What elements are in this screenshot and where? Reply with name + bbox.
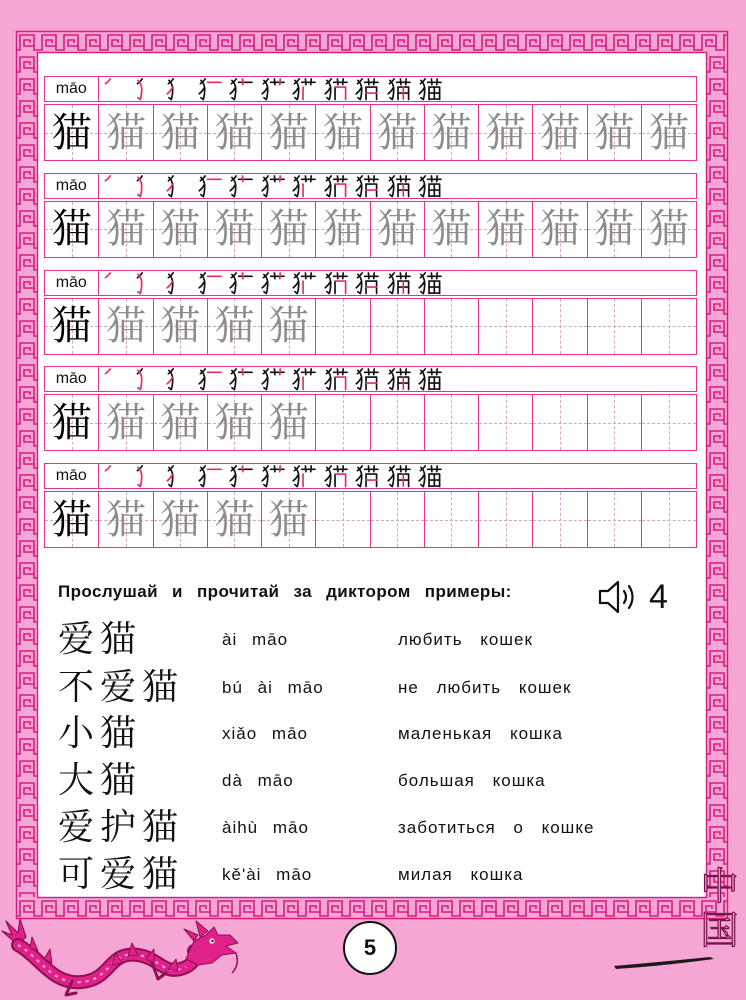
traced-character: 猫	[377, 109, 418, 156]
pinyin-label: māo	[45, 367, 99, 391]
traced-character: 猫	[268, 303, 309, 349]
corner-title: 中国	[694, 866, 738, 954]
stroke-order-step-2	[135, 367, 167, 391]
traced-character: 猫	[648, 109, 689, 156]
traced-character-cell	[154, 105, 208, 160]
traced-character-cell	[533, 105, 587, 160]
example-pinyin: kě'ài māo	[222, 865, 313, 884]
writing-grid	[44, 104, 697, 161]
traced-character-cell	[262, 492, 316, 547]
stroke-order-step-7	[292, 367, 324, 391]
traced-character-cell	[208, 202, 262, 257]
example-hanzi: 可爱猫	[58, 854, 185, 895]
pinyin-label: māo	[45, 271, 99, 295]
traced-character-cell	[154, 492, 208, 547]
example-pinyin: bú ài māo	[222, 678, 324, 697]
stroke-order-step-8	[324, 464, 356, 488]
traced-character: 猫	[594, 109, 635, 156]
traced-character-cell	[425, 202, 479, 257]
empty-practice-cell	[533, 492, 587, 547]
example-translation: большая кошка	[398, 771, 546, 790]
stroke-order-step-3	[166, 464, 198, 488]
stroke-order-step-5	[229, 77, 261, 101]
traced-character: 猫	[268, 206, 309, 253]
stroke-order-step-10	[387, 464, 419, 488]
empty-practice-cell	[588, 299, 642, 354]
traced-character: 猫	[594, 206, 635, 253]
stroke-order-step-3	[166, 77, 198, 101]
traced-character-cell	[208, 395, 262, 450]
stroke-order-steps	[103, 271, 450, 295]
example-row	[0, 852, 746, 898]
stroke-order-step-2	[135, 271, 167, 295]
empty-practice-cell	[533, 299, 587, 354]
empty-practice-cell	[479, 299, 533, 354]
stroke-order-step-8	[324, 271, 356, 295]
stroke-order-step-1	[103, 271, 135, 295]
stroke-order-step-11	[418, 271, 450, 295]
traced-character-cell	[642, 105, 696, 160]
model-character-cell	[45, 395, 99, 450]
stroke-order-step-11	[418, 367, 450, 391]
traced-character-cell	[371, 202, 425, 257]
stroke-order-step-11	[418, 174, 450, 198]
traced-character-cell	[588, 202, 642, 257]
traced-character-cell	[262, 395, 316, 450]
example-translation: маленькая кошка	[398, 724, 563, 743]
traced-character: 猫	[105, 399, 146, 446]
traced-character: 猫	[485, 206, 526, 253]
stroke-order-step-5	[229, 174, 261, 198]
stroke-order-step-9	[355, 464, 387, 488]
traced-character: 猫	[105, 109, 146, 156]
stroke-order-step-7	[292, 464, 324, 488]
practice-row	[44, 76, 698, 162]
empty-practice-cell	[479, 395, 533, 450]
stroke-order-step-10	[387, 367, 419, 391]
traced-character-cell	[262, 299, 316, 354]
empty-practice-cell	[642, 492, 696, 547]
traced-character: 猫	[214, 109, 255, 156]
empty-practice-cell	[588, 395, 642, 450]
practice-row	[44, 366, 698, 452]
traced-character-cell	[99, 202, 153, 257]
stroke-order-strip	[44, 76, 697, 102]
stroke-order-step-6	[261, 271, 293, 295]
model-character: 猫	[51, 496, 92, 543]
stroke-order-step-4	[198, 77, 230, 101]
stroke-order-step-9	[355, 271, 387, 295]
model-character: 猫	[51, 109, 92, 156]
writing-grid	[44, 298, 697, 355]
empty-practice-cell	[588, 492, 642, 547]
empty-practice-cell	[371, 395, 425, 450]
stroke-order-steps	[103, 77, 450, 101]
stroke-order-step-11	[418, 77, 450, 101]
model-character-cell	[45, 492, 99, 547]
traced-character: 猫	[648, 206, 689, 253]
stroke-order-step-5	[229, 271, 261, 295]
model-character: 猫	[51, 399, 92, 446]
traced-character: 猫	[485, 109, 526, 156]
traced-character: 猫	[322, 206, 363, 253]
stroke-order-step-7	[292, 174, 324, 198]
practice-row	[44, 270, 698, 356]
traced-character-cell	[479, 202, 533, 257]
stroke-order-strip	[44, 366, 697, 392]
model-character-cell	[45, 202, 99, 257]
traced-character: 猫	[377, 206, 418, 253]
stroke-order-step-1	[103, 464, 135, 488]
writing-grid	[44, 491, 697, 548]
traced-character-cell	[262, 105, 316, 160]
example-pinyin: xiǎo māo	[222, 724, 308, 743]
traced-character: 猫	[268, 109, 309, 156]
traced-character: 猫	[214, 496, 255, 543]
stroke-order-step-9	[355, 77, 387, 101]
stroke-order-step-1	[103, 367, 135, 391]
model-character-cell	[45, 105, 99, 160]
traced-character-cell	[99, 395, 153, 450]
stroke-order-step-5	[229, 367, 261, 391]
traced-character-cell	[154, 202, 208, 257]
page-number: 5	[343, 921, 397, 975]
traced-character-cell	[642, 202, 696, 257]
empty-practice-cell	[425, 492, 479, 547]
traced-character-cell	[533, 202, 587, 257]
stroke-order-step-8	[324, 77, 356, 101]
writing-grid	[44, 201, 697, 258]
stroke-order-step-2	[135, 174, 167, 198]
stroke-order-step-10	[387, 174, 419, 198]
example-hanzi: 爱猫	[58, 619, 143, 660]
traced-character-cell	[479, 105, 533, 160]
traced-character: 猫	[268, 399, 309, 446]
traced-character: 猫	[214, 206, 255, 253]
empty-practice-cell	[642, 299, 696, 354]
traced-character: 猫	[268, 496, 309, 543]
stroke-order-step-6	[261, 464, 293, 488]
example-translation: милая кошка	[398, 865, 524, 884]
stroke-order-strip	[44, 463, 697, 489]
traced-character: 猫	[160, 496, 201, 543]
empty-practice-cell	[316, 492, 370, 547]
traced-character-cell	[99, 299, 153, 354]
pinyin-label: māo	[45, 77, 99, 101]
traced-character-cell	[371, 105, 425, 160]
model-character-cell	[45, 299, 99, 354]
empty-practice-cell	[642, 395, 696, 450]
example-translation: заботиться о кошке	[398, 818, 595, 837]
traced-character-cell	[208, 492, 262, 547]
stroke-order-step-4	[198, 464, 230, 488]
brush-stroke-icon	[610, 950, 720, 974]
example-row	[0, 758, 746, 804]
traced-character-cell	[99, 105, 153, 160]
empty-practice-cell	[316, 299, 370, 354]
traced-character-cell	[588, 105, 642, 160]
stroke-order-step-10	[387, 77, 419, 101]
traced-character-cell	[316, 202, 370, 257]
example-pinyin: àihù māo	[222, 818, 309, 837]
empty-practice-cell	[425, 395, 479, 450]
audio-track-number: 4	[649, 578, 668, 616]
stroke-order-step-1	[103, 174, 135, 198]
stroke-order-steps	[103, 367, 450, 391]
stroke-order-step-3	[166, 271, 198, 295]
traced-character-cell	[208, 105, 262, 160]
stroke-order-step-9	[355, 367, 387, 391]
example-translation: любить кошек	[398, 630, 533, 649]
example-hanzi: 不爱猫	[58, 667, 185, 708]
stroke-order-step-8	[324, 367, 356, 391]
stroke-order-step-2	[135, 77, 167, 101]
traced-character: 猫	[431, 109, 472, 156]
example-row	[0, 665, 746, 711]
stroke-order-step-11	[418, 464, 450, 488]
stroke-order-step-5	[229, 464, 261, 488]
stroke-order-step-8	[324, 174, 356, 198]
empty-practice-cell	[316, 395, 370, 450]
dragon-icon	[0, 915, 240, 1000]
stroke-order-strip	[44, 270, 697, 296]
traced-character-cell	[208, 299, 262, 354]
stroke-order-strip	[44, 173, 697, 199]
stroke-order-steps	[103, 174, 450, 198]
traced-character: 猫	[105, 303, 146, 349]
traced-character: 猫	[539, 206, 580, 253]
traced-character: 猫	[160, 303, 201, 349]
speaker-icon	[597, 577, 641, 617]
stroke-order-step-1	[103, 77, 135, 101]
example-translation: не любить кошек	[398, 678, 572, 697]
stroke-order-step-7	[292, 271, 324, 295]
stroke-order-step-6	[261, 77, 293, 101]
stroke-order-step-6	[261, 174, 293, 198]
traced-character: 猫	[105, 496, 146, 543]
stroke-order-step-4	[198, 174, 230, 198]
stroke-order-step-4	[198, 271, 230, 295]
traced-character: 猫	[431, 206, 472, 253]
empty-practice-cell	[425, 299, 479, 354]
traced-character: 猫	[322, 109, 363, 156]
model-character: 猫	[51, 206, 92, 253]
stroke-order-step-3	[166, 174, 198, 198]
examples-heading: Прослушай и прочитай за диктором примеры:	[58, 582, 512, 601]
example-hanzi: 小猫	[58, 713, 143, 754]
stroke-order-step-3	[166, 367, 198, 391]
pinyin-label: māo	[45, 174, 99, 198]
stroke-order-step-7	[292, 77, 324, 101]
example-row	[0, 711, 746, 757]
stroke-order-steps	[103, 464, 450, 488]
example-pinyin: dà māo	[222, 771, 294, 790]
stroke-order-step-9	[355, 174, 387, 198]
stroke-order-step-10	[387, 271, 419, 295]
model-character: 猫	[51, 303, 92, 349]
pinyin-label: māo	[45, 464, 99, 488]
example-row	[0, 617, 746, 663]
traced-character-cell	[154, 395, 208, 450]
writing-grid	[44, 394, 697, 451]
traced-character: 猫	[539, 109, 580, 156]
stroke-order-step-6	[261, 367, 293, 391]
traced-character-cell	[316, 105, 370, 160]
traced-character-cell	[154, 299, 208, 354]
empty-practice-cell	[533, 395, 587, 450]
empty-practice-cell	[371, 299, 425, 354]
practice-row	[44, 173, 698, 259]
traced-character-cell	[99, 492, 153, 547]
stroke-order-step-2	[135, 464, 167, 488]
traced-character-cell	[262, 202, 316, 257]
empty-practice-cell	[479, 492, 533, 547]
example-hanzi: 爱护猫	[58, 807, 185, 848]
stroke-order-step-4	[198, 367, 230, 391]
traced-character: 猫	[105, 206, 146, 253]
practice-row	[44, 463, 698, 549]
audio-track-marker	[597, 577, 668, 617]
traced-character: 猫	[160, 109, 201, 156]
example-pinyin: ài māo	[222, 630, 289, 649]
example-row	[0, 805, 746, 851]
traced-character: 猫	[214, 303, 255, 349]
traced-character-cell	[425, 105, 479, 160]
traced-character: 猫	[160, 399, 201, 446]
traced-character: 猫	[214, 399, 255, 446]
traced-character: 猫	[160, 206, 201, 253]
example-hanzi: 大猫	[58, 760, 143, 801]
empty-practice-cell	[371, 492, 425, 547]
